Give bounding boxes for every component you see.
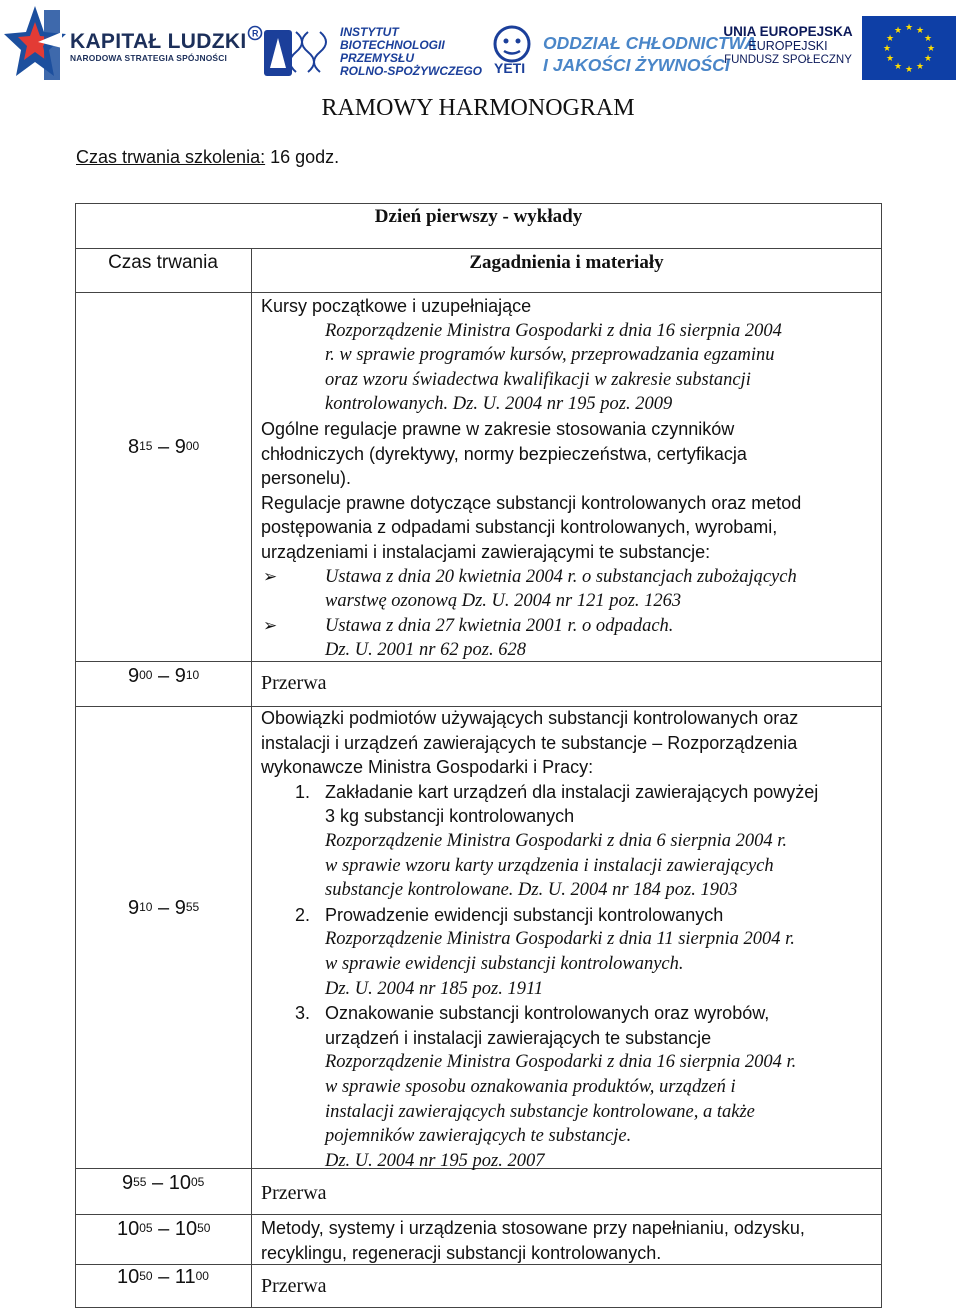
regulation-line: Dz. U. 2004 nr 185 poz. 1911 (325, 978, 544, 999)
instytut-name (340, 26, 482, 78)
time-hour: 9 (122, 1172, 134, 1194)
time-minute: 05 (190, 1175, 205, 1189)
time-hour: 10 (117, 1266, 140, 1288)
ue-line: FUNDUSZ SPOŁECZNY (724, 54, 852, 66)
svg-text:★: ★ (923, 34, 933, 44)
regulation-line: oraz wzoru świadectwa kwalifikacji w zakresie substancji (325, 369, 751, 390)
table-divider (75, 1214, 882, 1215)
regulation-line: substancje kontrolowane. Dz. U. 2004 nr 184 poz. 1903 (325, 880, 738, 901)
regulation-line: r. w sprawie programów kursów, przeprowadzania egzaminu (325, 345, 775, 366)
time-range: $10^{05} - 10^{50}$ (117, 1218, 211, 1240)
topic-line: chłodniczych (dyrektywy, normy bezpieczeństwa, certyfikacja (261, 443, 747, 464)
column-header-topics: Zagadnienia i materiały (469, 252, 664, 273)
duration-label: Czas trwania szkolenia: (76, 147, 266, 167)
time-minute: 10 (185, 668, 200, 682)
arrow-bullet-icon: ➢ (263, 615, 278, 635)
topic-line: Kursy początkowe i uzupełniające (261, 296, 532, 316)
regulation-line: Rozporządzenie Ministra Gospodarki z dnia 11 sierpnia 2004 r. (325, 929, 795, 950)
svg-text:★: ★ (885, 34, 895, 44)
table-divider (75, 292, 882, 293)
svg-text:★: ★ (904, 65, 914, 75)
ue-line: UNIA EUROPEJSKA (723, 24, 853, 39)
time-hour: 9 (128, 665, 140, 687)
regulation-line: Dz. U. 2001 nr 62 poz. 628 (325, 640, 526, 661)
svg-text:★: ★ (904, 23, 914, 33)
topic-line: Obowiązki podmiotów używających substancji kontrolowanych oraz (261, 708, 799, 728)
topic-line: Metody, systemy i urządzenia stosowane przy napełnianiu, odzysku, (261, 1218, 805, 1238)
time-hour: 10 (168, 1172, 191, 1194)
time-hour: 9 (174, 665, 186, 687)
list-number: 3. (295, 1003, 311, 1024)
header-logos (0, 0, 960, 92)
break-label: Przerwa (261, 1275, 327, 1297)
time-minute: 00 (195, 1269, 209, 1283)
regulation-line: Ustawa z dnia 20 kwietnia 2004 r. o substancjach zubożających (325, 566, 797, 587)
svg-text:R: R (252, 28, 259, 39)
ib-line: BIOTECHNOLOGII (340, 38, 445, 52)
eu-flag-icon (862, 16, 956, 80)
page-title: RAMOWY HARMONOGRAM (321, 95, 635, 121)
topic-line: Ogólne regulacje prawne w zakresie stosowania czynników (261, 419, 735, 439)
time-minute: 05 (139, 1221, 153, 1235)
regulation-line: w sprawie wzoru karty urządzenia i instalacji zawierających (325, 855, 774, 876)
column-divider (251, 248, 252, 1308)
regulation-line: warstwę ozonową Dz. U. 2004 nr 121 poz. 1263 (325, 591, 682, 612)
unia-europejska-name (722, 24, 854, 66)
svg-text:★: ★ (885, 54, 895, 64)
topic-line: wykonawcze Ministra Gospodarki i Pracy: (261, 757, 594, 778)
time-hour: 8 (128, 436, 140, 458)
topic-line: 3 kg substancji kontrolowanych (325, 806, 575, 827)
time-minute: 55 (133, 1175, 147, 1189)
time-hour: 9 (174, 897, 186, 919)
svg-text:★: ★ (915, 62, 925, 72)
kapital-ludzki-subtitle: NARODOWA STRATEGIA SPÓJNOŚCI (70, 53, 227, 63)
day-title: Dzień pierwszy - wykłady (374, 206, 583, 227)
regulation-line: Rozporządzenie Ministra Gospodarki z dnia 6 sierpnia 2004 r. (325, 831, 788, 851)
regulation-line: instalacji zawierających substancje kontrolowane, a także (325, 1101, 755, 1122)
svg-text:★: ★ (893, 62, 903, 72)
time-minute: 55 (185, 900, 200, 914)
time-range: $9^{55} - 10^{05}$ (122, 1172, 205, 1194)
ib-line: ROLNO-SPOŻYWCZEGO (340, 64, 482, 78)
list-number: 1. (295, 781, 311, 802)
topic-line: urządzeń i instalacji zawierających te substancje (325, 1027, 712, 1048)
arrow-bullet-icon: ➢ (263, 566, 278, 586)
regulation-line: pojemników zawierających te substancje. (325, 1126, 632, 1147)
table-divider (75, 248, 882, 249)
svg-text:★: ★ (882, 44, 892, 54)
regulation-line: Rozporządzenie Ministra Gospodarki z dnia 16 sierpnia 2004 r. (325, 1052, 797, 1073)
kapital-ludzki-title: KAPITAŁ LUDZKI (70, 30, 247, 53)
yeti-label: YETI (494, 60, 526, 76)
time-minute: 15 (139, 439, 153, 453)
ue-line: EUROPEJSKI (748, 39, 828, 53)
topic-line: recyklingu, regeneracji substancji kontrolowanych. (261, 1242, 662, 1263)
time-minute: 50 (197, 1221, 211, 1235)
kapital-ludzki-logo-icon (4, 4, 66, 84)
topic-line: Prowadzenie ewidencji substancji kontrolowanych (325, 904, 724, 925)
oddzial-line: I JAKOŚCI ŻYWNOŚCI (543, 55, 730, 75)
training-duration (76, 147, 339, 168)
duration-value: 16 godz. (265, 147, 340, 167)
time-hour: 9 (128, 897, 140, 919)
time-range: $9^{00} - 9^{10}$ (128, 665, 200, 687)
svg-text:★: ★ (923, 54, 933, 64)
oddzial-line: ODDZIAŁ CHŁODNICTWA (543, 33, 757, 53)
regulation-line: Dz. U. 2004 nr 195 poz. 2007 (325, 1150, 545, 1171)
break-label: Przerwa (261, 1182, 327, 1204)
svg-text:★: ★ (926, 44, 936, 54)
topic-line: Regulacje prawne dotyczące substancji kontrolowanych oraz metod (261, 492, 802, 513)
topic-line: Zakładanie kart urządzeń dla instalacji zawierających powyżej (325, 781, 819, 802)
topic-line: instalacji i urządzeń zawierających te substancje – Rozporządzenia (261, 732, 798, 753)
time-range: $8^{15} - 9^{00}$ (128, 436, 200, 458)
time-minute: 10 (139, 900, 153, 914)
svg-text:★: ★ (915, 26, 925, 36)
list-number: 2. (295, 904, 311, 925)
time-minute: 00 (185, 439, 200, 453)
time-range: $10^{50} - 11^{00}$ (117, 1266, 209, 1288)
ib-line: INSTYTUT (340, 25, 399, 39)
topic-line: postępowania z odpadami substancji kontrolowanych, wyrobami, (261, 517, 778, 538)
ib-line: PRZEMYSŁU (340, 51, 415, 65)
svg-text:★: ★ (893, 26, 903, 36)
regulation-line: Rozporządzenie Ministra Gospodarki z dnia 16 sierpnia 2004 (325, 320, 782, 341)
regulation-line: kontrolowanych. Dz. U. 2004 nr 195 poz. 2009 (325, 394, 673, 415)
instytut-biotechnologii-logo-icon (246, 24, 338, 82)
topic-line: personelu). (261, 468, 352, 489)
time-hour: 10 (174, 1218, 198, 1240)
time-hour: 9 (174, 436, 186, 458)
time-hour: 10 (117, 1218, 140, 1240)
break-label: Przerwa (261, 672, 327, 694)
column-header-time: Czas trwania (108, 252, 218, 273)
time-minute: 00 (139, 668, 153, 682)
time-hour: 11 (174, 1266, 196, 1288)
time-range: $9^{10} - 9^{55}$ (128, 897, 200, 919)
regulation-line: w sprawie ewidencji substancji kontrolowanych. (325, 954, 684, 974)
regulation-line: Ustawa z dnia 27 kwietnia 2001 r. o odpadach. (325, 615, 674, 636)
topic-line: urządzeniami i instalacjami zawierającymi te substancje: (261, 542, 711, 562)
topic-line: Oznakowanie substancji kontrolowanych oraz wyrobów, (325, 1003, 770, 1024)
time-minute: 50 (139, 1269, 153, 1283)
regulation-line: w sprawie sposobu oznakowania produktów, urządzeń i (325, 1077, 736, 1097)
